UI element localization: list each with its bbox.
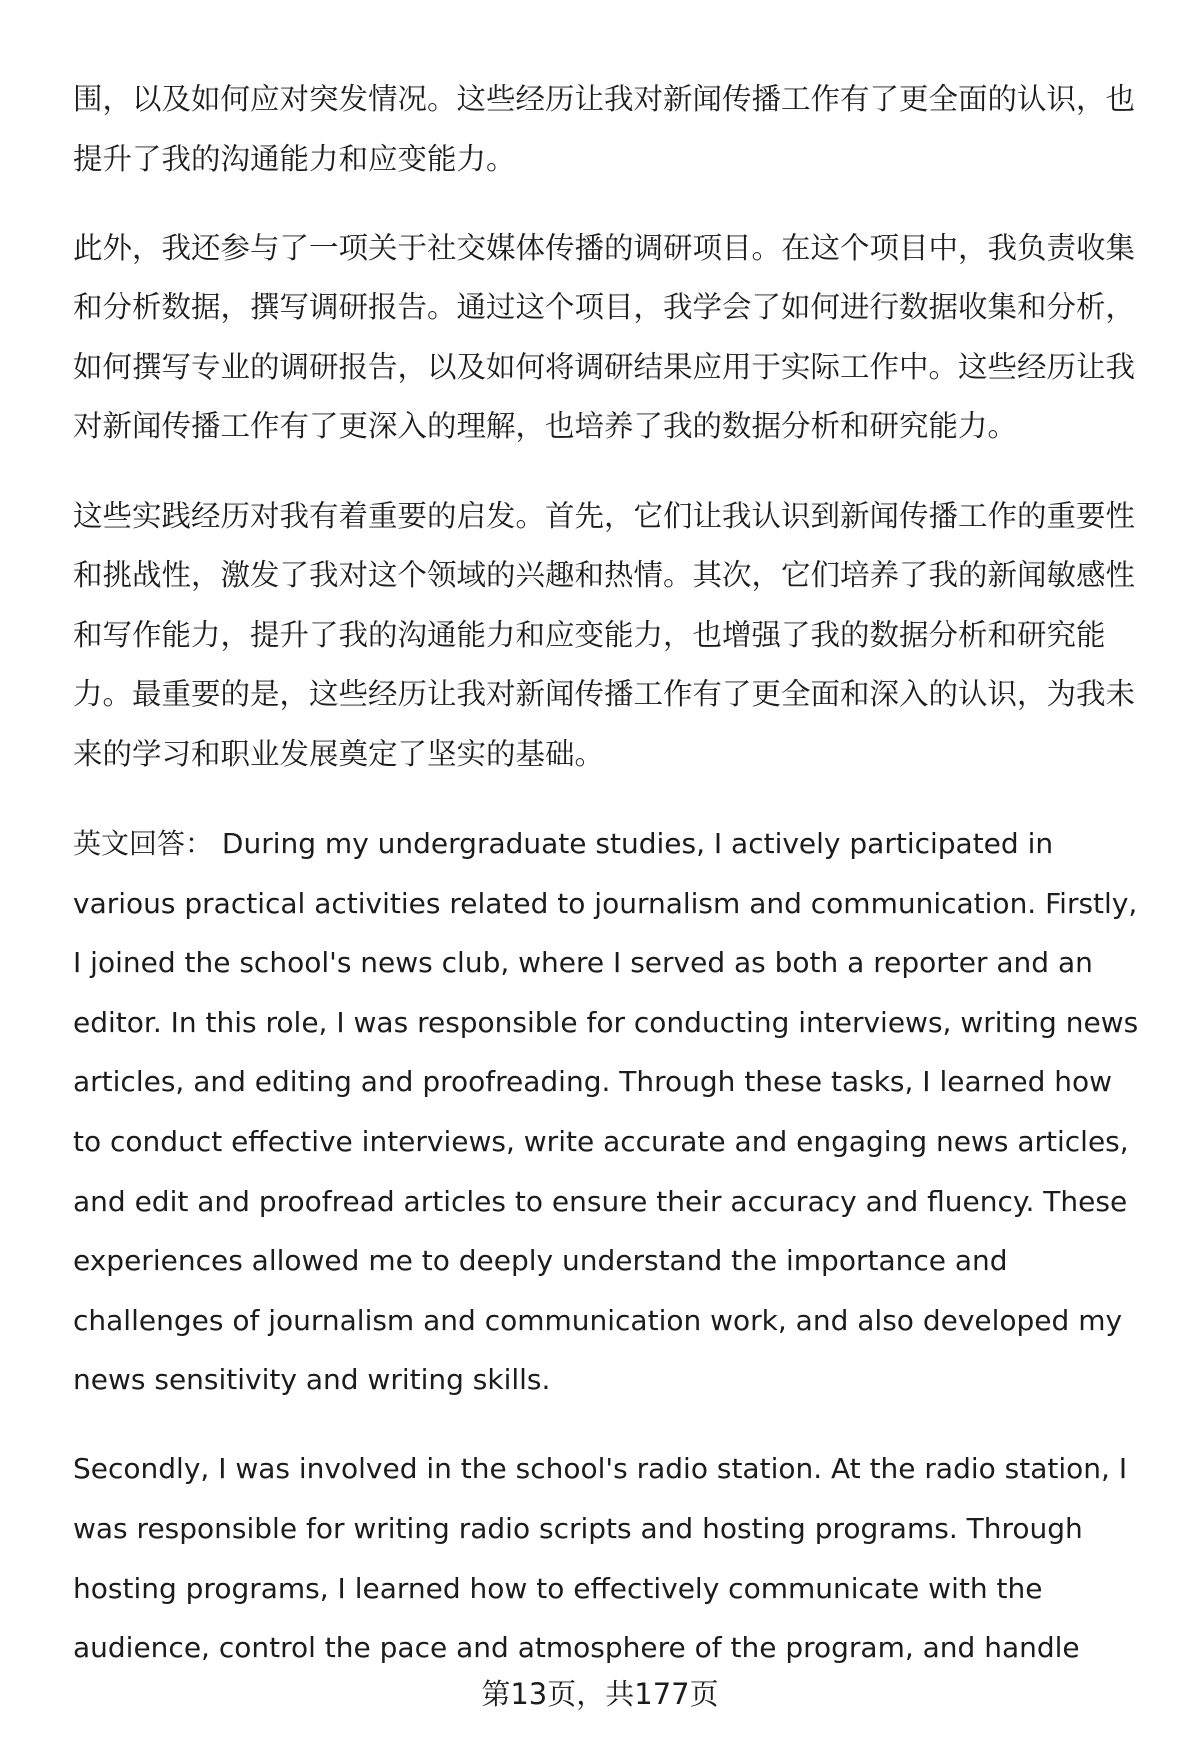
page-number: 第13页，共177页 <box>481 1677 719 1711</box>
text-line: 力。最重要的是，这些经历让我对新闻传播工作有了更全面和深入的认识，为我未 <box>73 677 1136 712</box>
text-line: to conduct effective interviews, write accurate and engaging news articles, <box>73 1125 1129 1158</box>
text-line: 这些实践经历对我有着重要的启发。首先，它们让我认识到新闻传播工作的重要性 <box>73 498 1136 533</box>
text-line: hosting programs, I learned how to effectively communicate with the <box>73 1571 1043 1605</box>
text-line: and edit and proofread articles to ensure their accuracy and fluency. These <box>73 1184 1128 1218</box>
paragraph-practice-summary <box>73 70 1152 189</box>
text-line: 围，以及如何应对突发情况。这些经历让我对新闻传播工作有了更全面的认识，也 <box>73 82 1136 116</box>
text-line: editor. In this role, I was responsible for conducting interviews, writing news <box>73 1005 1139 1039</box>
text-line: 和写作能力，提升了我的沟通能力和应变能力，也增强了我的数据分析和研究能 <box>73 617 1106 652</box>
paragraph-radio-station <box>73 1439 1152 1677</box>
text-line: 此外，我还参与了一项关于社交媒体传播的调研项目。在这个项目中，我负责收集 <box>73 230 1136 265</box>
paragraph-research-project <box>73 219 1152 457</box>
text-line: was responsible for writing radio scripts and hosting programs. Through <box>73 1512 1083 1546</box>
paragraph-inspiration <box>73 487 1152 785</box>
text-line: 和挑战性，激发了我对这个领域的兴趣和热情。其次，它们培养了我的新闻敏感性 <box>73 558 1136 593</box>
text-line: I joined the school's news club, where I served as both a reporter and an <box>73 946 1093 980</box>
text-line: articles, and editing and proofreading. Through these tasks, I learned how <box>73 1065 1113 1099</box>
text-line: 英文回答： During my undergraduate studies, I actively participated in <box>73 827 1054 861</box>
text-line: news sensitivity and writing skills. <box>73 1363 551 1397</box>
text-line: 和分析数据，撰写调研报告。通过这个项目，我学会了如何进行数据收集和分析， <box>73 290 1136 325</box>
text-line: various practical activities related to journalism and communication. Firstly, <box>73 886 1138 920</box>
text-line: audience, control the pace and atmosphere of the program, and handle <box>73 1631 1080 1665</box>
text-line: 提升了我的沟通能力和应变能力。 <box>73 141 516 176</box>
paragraph-english-answer <box>73 814 1152 1410</box>
text-line: 如何撰写专业的调研报告，以及如何将调研结果应用于实际工作中。这些经历让我 <box>73 349 1136 384</box>
text-line: challenges of journalism and communication work, and also developed my <box>73 1303 1123 1337</box>
text-line: 对新闻传播工作有了更深入的理解，也培养了我的数据分析和研究能力。 <box>73 409 1018 444</box>
text-line: experiences allowed me to deeply understand the importance and <box>73 1244 1008 1278</box>
text-line: Secondly, I was involved in the school's radio station. At the radio station, I <box>73 1452 1128 1486</box>
text-line: 来的学习和职业发展奠定了坚实的基础。 <box>73 736 605 771</box>
